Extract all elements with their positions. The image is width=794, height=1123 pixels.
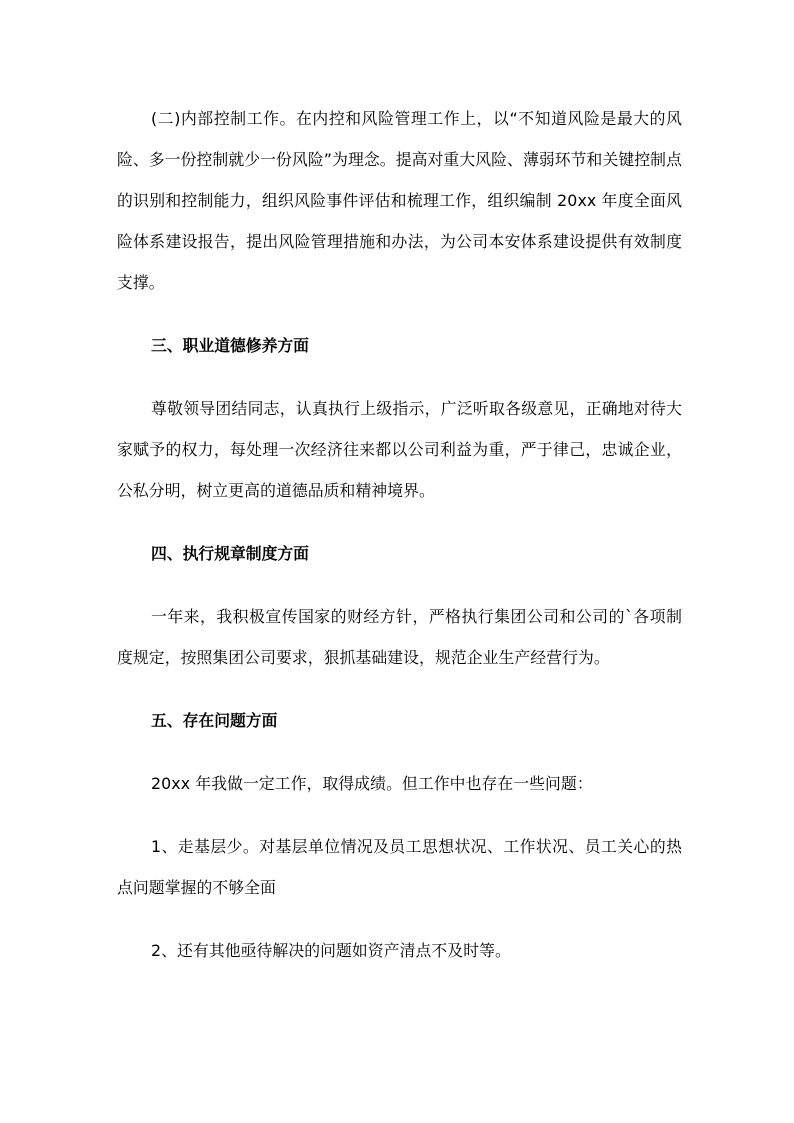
paragraph-professional-ethics: 尊敬领导团结同志，认真执行上级指示，广泛听取各级意见，正确地对待大家赋予的权力，每处理一次经济往来都以公司利益为重，严于律己，忠诚企业，公私分明，树立更高的道德品质和精神境界。 [117,399,682,500]
paragraph-rules-compliance: 一年来，我积极宣传国家的财经方针，严格执行集团公司和公司的`各项制度规定，按照集团公司要求，狠抓基础建设，规范企业生产经营行为。 [117,607,682,667]
spacer [117,678,682,700]
heading-professional-ethics: 三、职业道德修养方面 [151,336,309,355]
paragraph-problems-intro: 20xx 年我做一定工作，取得成绩。但工作中也存在一些问题： [151,774,593,793]
spacer [117,908,682,930]
paragraph-problem-2: 2、还有其他亟待解决的问题如资产清点不及时等。 [151,941,511,960]
document-body [117,98,682,971]
spacer [117,574,682,596]
heading-existing-problems: 五、存在问题方面 [151,711,278,730]
spacer [117,741,682,763]
heading-rules-compliance: 四、执行规章制度方面 [151,544,309,563]
spacer [117,804,682,826]
spacer [117,303,682,325]
spacer [117,366,682,388]
paragraph-internal-control: (二)内部控制工作。在内控和风险管理工作上，以“不知道风险是最大的风险、多一份控制就少一份风险”为理念。提高对重大风险、薄弱环节和关键控制点的识别和控制能力，组织风险事件评估和梳理工作，组织编制 20xx 年度全面风险体系建设报告，提出风险管理措施和办法，为公司本安体系建设提供有效制度支撑。 [117,109,682,292]
spacer [117,511,682,533]
paragraph-problem-1: 1、走基层少。对基层单位情况及员工思想状况、工作状况、员工关心的热点问题掌握的不够全面 [117,837,682,897]
